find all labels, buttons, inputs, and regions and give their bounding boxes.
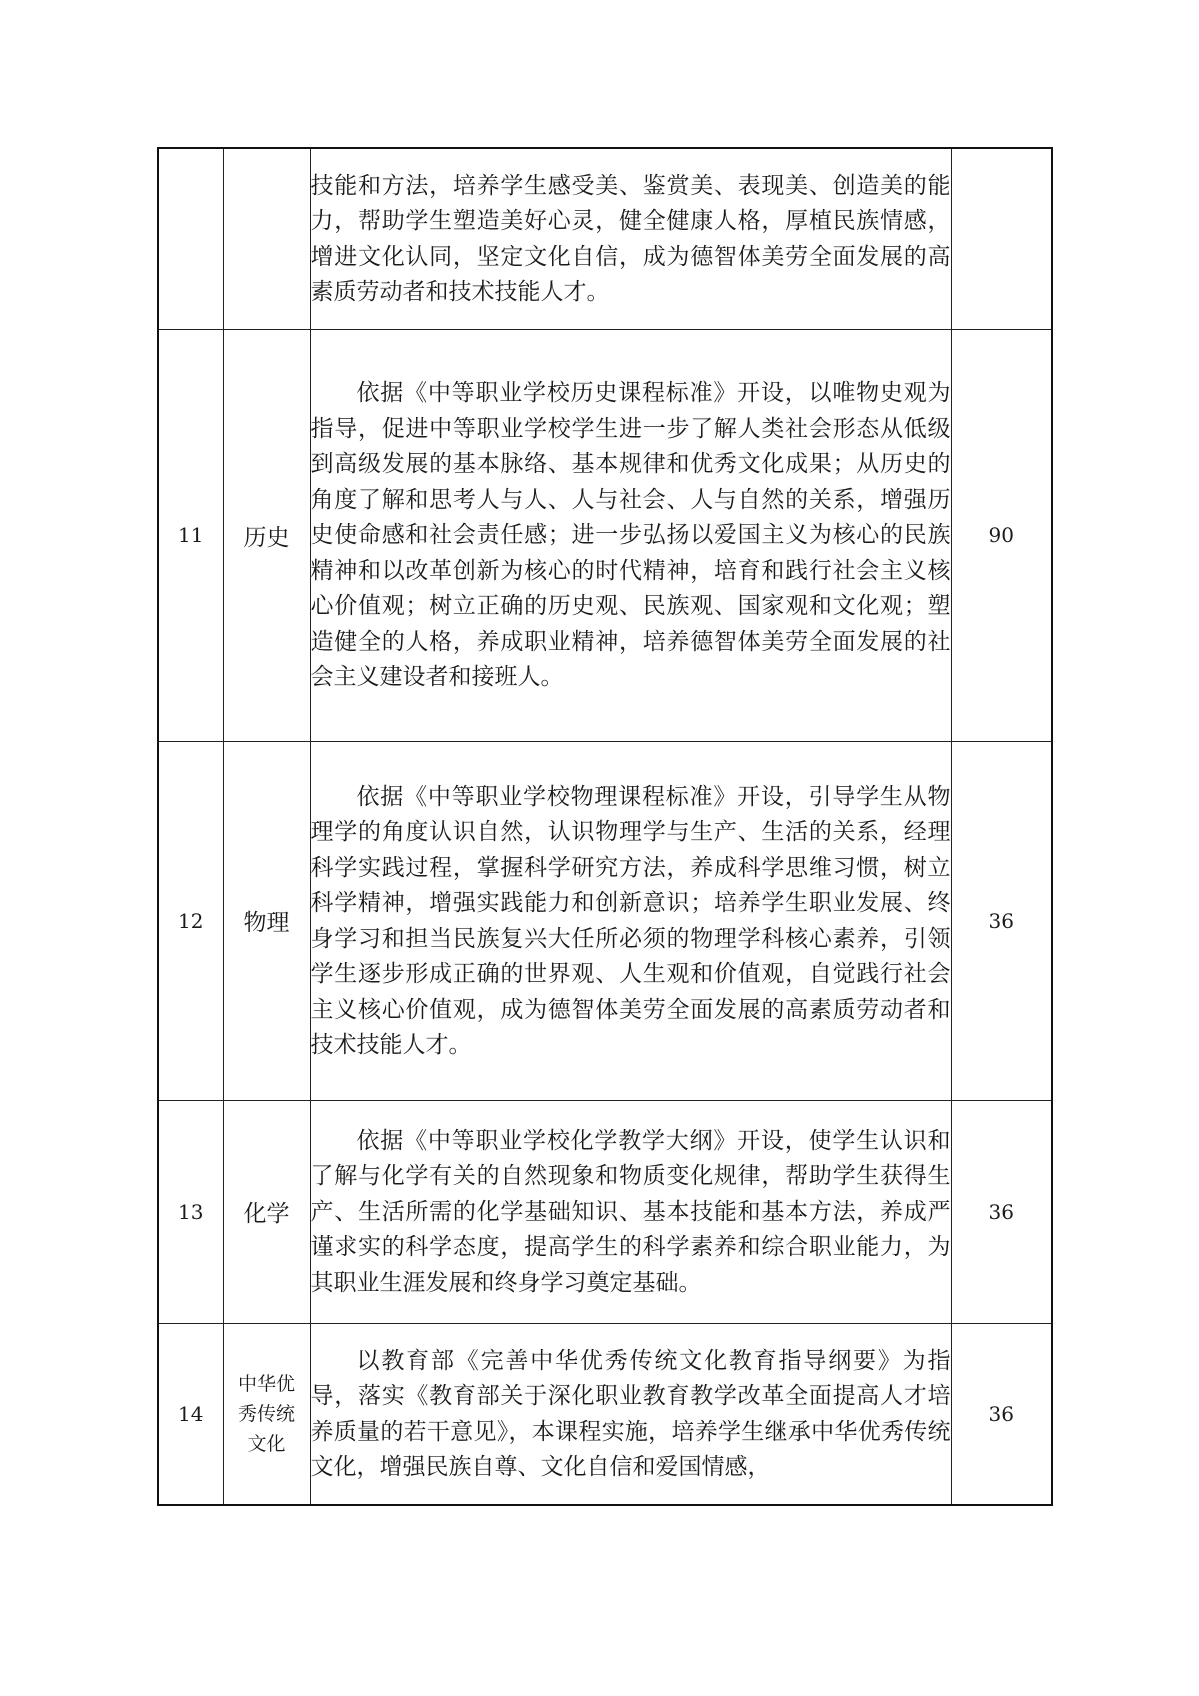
description-text: 以教育部《完善中华优秀传统文化教育指导纲要》为指导，落实《教育部关于深化职业教育教学改革全面提高人才培养质量的若干意见》，本课程实施，培养学生继承中华优秀传统文化，增强民族自尊、文化自信和爱国情感， [310,1347,951,1481]
row-number: 11 [158,329,223,741]
course-name: 化学 [223,1100,310,1323]
row-number [158,148,223,329]
course-description [310,1100,951,1323]
course-description [310,741,951,1100]
course-table [157,147,1053,1506]
table-row [158,148,1052,329]
description-text: 技能和方法，培养学生感受美、鉴赏美、表现美、创造美的能力，帮助学生塑造美好心灵，健全健康人格，厚植民族情感，增进文化认同，坚定文化自信，成为德智体美劳全面发展的高素质劳动者和技术技能人才。 [310,172,951,306]
course-hours [951,148,1052,329]
table-row [158,1323,1052,1505]
table-row [158,741,1052,1100]
row-number: 14 [158,1323,223,1505]
description-text: 依据《中等职业学校历史课程标准》开设，以唯物史观为指导，促进中等职业学校学生进一步了解人类社会形态从低级到高级发展的基本脉络、基本规律和优秀文化成果；从历史的角度了解和思考人与人、人与社会、人与自然的关系，增强历史使命感和社会责任感；进一步弘扬以爱国主义为核心的民族精神和以改革创新为核心的时代精神，培育和践行社会主义核心价值观；树立正确的历史观、民族观、国家观和文化观；塑造健全的人格，养成职业精神，培养德智体美劳全面发展的社会主义建设者和接班人。 [310,380,951,691]
row-number: 13 [158,1100,223,1323]
table-row [158,329,1052,741]
description-text: 依据《中等职业学校物理课程标准》开设，引导学生从物理学的角度认识自然，认识物理学与生产、生活的关系，经理科学实践过程，掌握科学研究方法，养成科学思维习惯，树立科学精神，增强实践能力和创新意识；培养学生职业发展、终身学习和担当民族复兴大任所必须的物理学科核心素养，引领学生逐步形成正确的世界观、人生观和价值观，自觉践行社会主义核心价值观，成为德智体美劳全面发展的高素质劳动者和技术技能人才。 [310,783,951,1058]
table-row [158,1100,1052,1323]
course-description [310,1323,951,1505]
course-name [223,148,310,329]
course-hours: 36 [951,1323,1052,1505]
description-text: 依据《中等职业学校化学教学大纲》开设，使学生认识和了解与化学有关的自然现象和物质变化规律，帮助学生获得生产、生活所需的化学基础知识、基本技能和基本方法，养成严谨求实的科学态度，提高学生的科学素养和综合职业能力，为其职业生涯发展和终身学习奠定基础。 [310,1127,951,1296]
course-hours: 36 [951,741,1052,1100]
course-hours: 36 [951,1100,1052,1323]
course-description [310,148,951,329]
course-name: 历史 [223,329,310,741]
row-number: 12 [158,741,223,1100]
course-hours: 90 [951,329,1052,741]
course-name: 中华优秀传统文化 [223,1323,310,1505]
course-description [310,329,951,741]
course-name: 物理 [223,741,310,1100]
